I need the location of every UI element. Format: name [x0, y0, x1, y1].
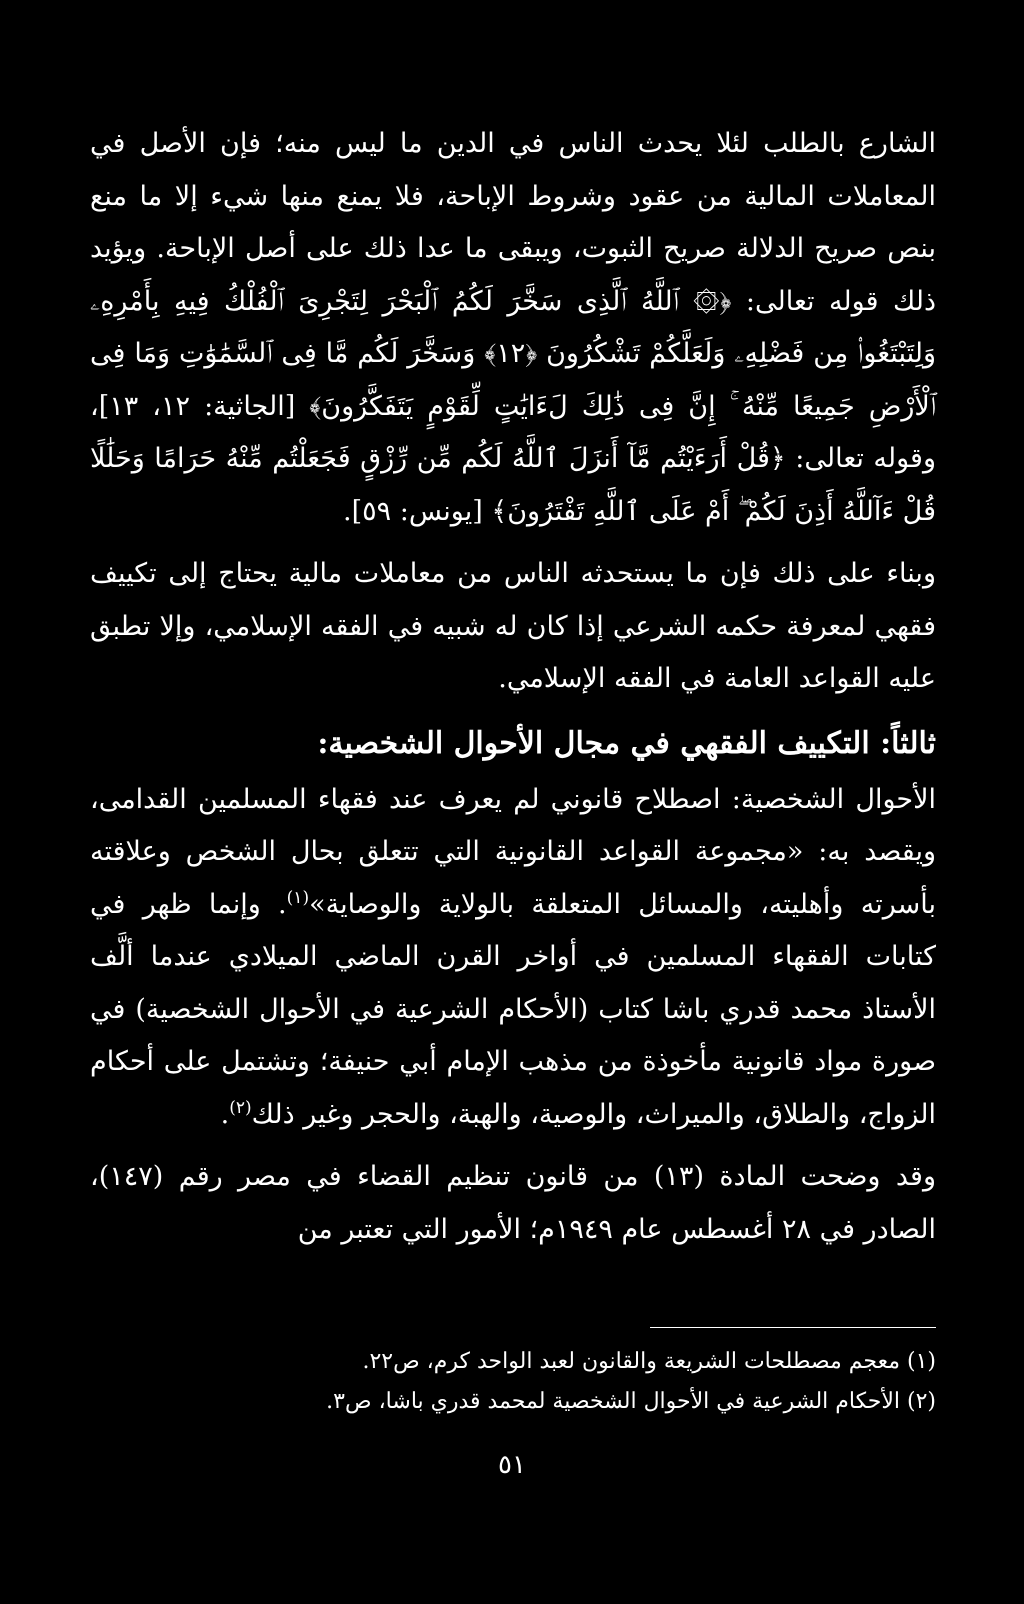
paragraph-3 — [90, 774, 936, 1142]
footnote-2: (٢) الأحكام الشرعية في الأحوال الشخصية لمحمد قدري باشا، ص٣. — [326, 1389, 936, 1414]
page-body — [90, 118, 936, 1256]
paragraph-3-part-3: . — [220, 1098, 230, 1130]
paragraph-1 — [90, 118, 936, 538]
quran-verse-1: ﴿۞ ٱللَّهُ ٱلَّذِى سَخَّرَ لَكُمُ ٱلْبَحْرَ لِتَجْرِىَ ٱلْفُلْكُ فِيهِ بِأَمْرِهِۦ وَلِتَبْتَغُوا۟ مِن فَضْلِهِۦ وَلَعَلَّكُمْ تَشْكُرُونَ ﴿١٢﴾ وَسَخَّرَ لَكُم مَّا فِى ٱلسَّمَٰوَٰتِ وَمَا فِى ٱلْأَرْضِ جَمِيعًا مِّنْهُ ۚ إِنَّ فِى ذَٰلِكَ لَءَايَٰتٍ لِّقَوْمٍ يَتَفَكَّرُونَ﴾ — [90, 285, 937, 422]
quran-verse-2: ﴿قُلْ أَرَءَيْتُم مَّآ أَنزَلَ ٱللَّهُ لَكُم مِّن رِّزْقٍ فَجَعَلْتُم مِّنْهُ حَرَامًا وَحَلَٰلًا قُلْ ءَآللَّهُ أَذِنَ لَكُمْ ۖ أَمْ عَلَى ٱللَّهِ تَفْتَرُونَ﴾ — [90, 443, 936, 527]
paragraph-3-part-2: . وإنما ظهر في كتابات الفقهاء المسلمين في أواخر القرن الماضي الميلادي عندما ألَّف الأستاذ محمد قدري باشا كتاب (الأحكام الشرعية في الأحوال الشخصية) في صورة مواد قانونية مأخوذة من مذهب الإمام أبي حنيفة؛ وتشتمل على أحكام الزواج، والطلاق، والميراث، والوصية، والهبة، والحجر وغير ذلك — [90, 888, 936, 1130]
verse-reference-1: [الجاثية: ١٢، ١٣]، وقوله تعالى: — [90, 390, 936, 474]
verse-reference-2: [يونس: ٥٩]. — [343, 495, 492, 527]
footnote-marker-1[interactable]: (١) — [286, 887, 310, 908]
paragraph-1-text: الشارع بالطلب لئلا يحدث الناس في الدين ما ليس منه؛ فإن الأصل في المعاملات المالية من عقود وشروط الإباحة، فلا يمنع منها شيء إلا ما منع بنص صريح الدلالة صريح الثبوت، ويبقى ما عدا ذلك على أصل الإباحة. ويؤيد ذلك قوله تعالى: — [90, 128, 936, 317]
section-heading: ثالثاً: التكييف الفقهي في مجال الأحوال الشخصية: — [317, 725, 936, 761]
footnote-1: (١) معجم مصطلحات الشريعة والقانون لعبد الواحد كرم، ص٢٢. — [362, 1349, 936, 1374]
footnote-marker-2[interactable]: (٢) — [229, 1097, 252, 1118]
paragraph-3-part-1: الأحوال الشخصية: اصطلاح قانوني لم يعرف عند فقهاء المسلمين القدامى، ويقصد به: «مجموعة القواعد القانونية التي تتعلق بحال الشخص وعلاقته بأسرته وأهليته، والمسائل المتعلقة بالولاية والوصاية» — [90, 783, 936, 920]
paragraph-4: وقد وضحت المادة (١٣) من قانون تنظيم القضاء في مصر رقم (١٤٧)، الصادر في ٢٨ أغسطس عام ١٩٤٩م؛ الأمور التي تعتبر من — [90, 1161, 936, 1245]
footnotes — [90, 1342, 936, 1422]
page-number: ٥١ — [498, 1450, 526, 1480]
paragraph-2: وبناء على ذلك فإن ما يستحدثه الناس من معاملات مالية يحتاج إلى تكييف فقهي لمعرفة حكمه الشرعي إذا كان له شبيه في الفقه الإسلامي، وإلا تطبق عليه القواعد العامة في الفقه الإسلامي. — [90, 558, 936, 694]
footnote-divider — [650, 1327, 936, 1328]
